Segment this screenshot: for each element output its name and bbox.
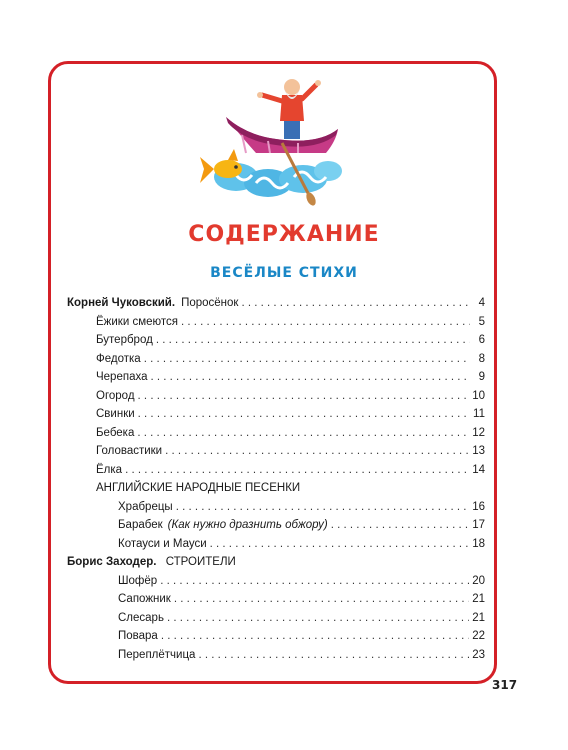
zakhoder-section-heading (67, 553, 485, 572)
leader-dots (138, 387, 470, 406)
toc-title: Котауси и Мауси (118, 537, 207, 550)
toc-title: Бебека (96, 426, 135, 439)
toc-page-number: 21 (472, 593, 485, 605)
toc-page-number: 12 (472, 426, 485, 439)
leader-dots (331, 516, 469, 535)
toc-title: Ёжики смеются (96, 315, 178, 328)
toc-page-number: 4 (478, 297, 485, 309)
toc-row[interactable] (67, 350, 485, 369)
toc-page-number: 13 (472, 445, 485, 457)
toc-title: Свинки (96, 408, 135, 420)
leader-dots (181, 313, 470, 332)
toc-page-number: 6 (478, 334, 485, 346)
leader-dots (151, 368, 471, 387)
boat-icon (226, 117, 338, 153)
leader-dots (210, 535, 470, 554)
toc-title: Огород (96, 389, 135, 402)
section-subtitle: ВЕСЁЛЫЕ СТИХИ (210, 265, 358, 281)
toc-page-number: 9 (478, 371, 485, 383)
fisherman-in-boat-with-goldfish-illustration (198, 65, 348, 215)
toc-row[interactable] (67, 646, 485, 665)
toc-row[interactable] (67, 424, 485, 443)
leader-dots (176, 498, 470, 517)
toc-row[interactable] (67, 627, 485, 646)
toc-page-number: 11 (473, 408, 485, 420)
leader-dots (161, 627, 469, 646)
leader-dots (174, 590, 469, 609)
toc-title: Ёлка (96, 463, 123, 476)
toc-page-number: 17 (472, 519, 485, 531)
toc-row[interactable] (67, 387, 485, 406)
toc-row[interactable] (67, 572, 485, 591)
author-name: Борис Заходер. (67, 556, 157, 568)
leader-dots (156, 331, 470, 350)
toc-row[interactable] (67, 294, 485, 313)
toc-title: Барабек (118, 519, 163, 531)
toc-page-number: 14 (472, 463, 485, 476)
leader-dots (160, 572, 469, 591)
toc-page-number: 10 (472, 389, 485, 402)
toc-row[interactable] (67, 516, 485, 535)
toc-title: Слесарь (118, 611, 164, 624)
toc-page-number: 16 (472, 500, 485, 513)
page-title: СОДЕРЖАНИЕ (188, 222, 380, 247)
toc-title: Храбрецы (118, 500, 173, 513)
toc-page-number: 20 (472, 574, 485, 587)
toc-row[interactable] (67, 461, 485, 480)
toc-row[interactable] (67, 368, 485, 387)
author-name: Корней Чуковский. (67, 297, 176, 309)
toc-row[interactable] (67, 331, 485, 350)
toc-row[interactable] (67, 313, 485, 332)
page-number: 317 (492, 678, 518, 692)
toc-title: Сапожник (118, 593, 171, 605)
toc-row[interactable] (67, 405, 485, 424)
toc-page-number: 22 (472, 630, 485, 642)
leader-dots (165, 442, 469, 461)
toc-title: Головастики (96, 445, 163, 457)
leader-dots (241, 294, 470, 313)
table-of-contents (67, 294, 485, 664)
toc-row[interactable] (67, 609, 485, 628)
leader-dots (198, 646, 469, 665)
toc-title: Черепаха (96, 371, 148, 383)
english-songs-section-heading: АНГЛИЙСКИЕ НАРОДНЫЕ ПЕСЕНКИ (96, 482, 301, 494)
leader-dots (137, 424, 469, 443)
toc-row[interactable] (67, 535, 485, 554)
toc-title: Шофёр (118, 574, 158, 587)
toc-subtitle-note: (Как нужно дразнить обжору) (167, 519, 328, 531)
leader-dots (144, 350, 470, 369)
toc-title: Переплётчица (118, 648, 196, 661)
toc-page-number: 18 (472, 537, 485, 550)
toc-page-number: 23 (472, 648, 485, 661)
old-man-icon (257, 79, 321, 139)
toc-row[interactable] (67, 498, 485, 517)
toc-page-number: 21 (472, 611, 485, 624)
toc-title: Повара (118, 630, 158, 642)
toc-page-number: 5 (478, 315, 485, 328)
toc-title: Бутерброд (96, 334, 153, 346)
leader-dots (125, 461, 469, 480)
toc-title: Поросёнок (181, 297, 239, 309)
toc-page-number: 8 (478, 352, 485, 365)
section-title: СТРОИТЕЛИ (165, 556, 236, 568)
toc-row[interactable] (67, 590, 485, 609)
toc-row[interactable] (67, 442, 485, 461)
leader-dots (167, 609, 469, 628)
leader-dots (138, 405, 470, 424)
toc-title: Федотка (96, 352, 141, 365)
